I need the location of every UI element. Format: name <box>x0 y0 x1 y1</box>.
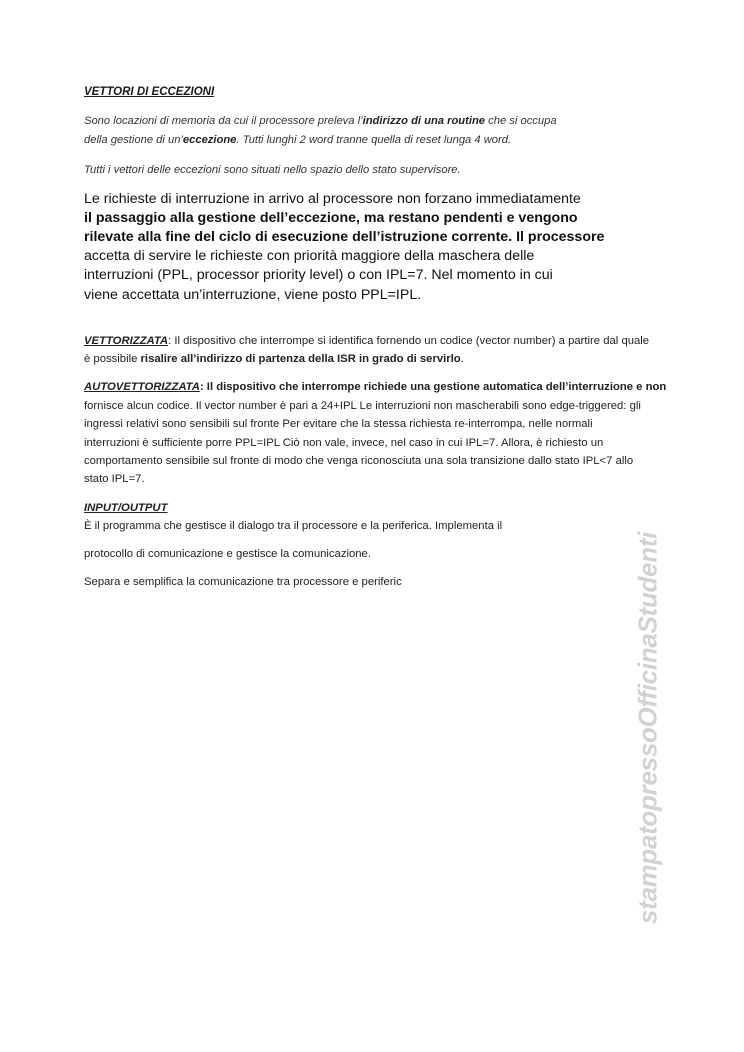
autovettorizzata-line-6: stato IPL=7. <box>84 473 145 485</box>
io-label: INPUT/OUTPUT <box>84 502 168 514</box>
text-span: . Tutti lunghi 2 word tranne quella di reset lunga 4 word. <box>236 134 512 146</box>
io-heading <box>84 502 167 514</box>
autovettorizzata-label: AUTOVETTORIZZATA <box>84 381 200 393</box>
emphasis-text: : Il dispositivo che interrompe richiede una gestione automatica dell’interruzione e non <box>199 381 667 393</box>
vettori-line-3: Tutti i vettori delle eccezioni sono situati nello spazio dello stato supervisore. <box>84 164 461 176</box>
vettori-line-1 <box>84 115 557 127</box>
autovettorizzata-line-3: ingressi relativi sono sensibili sul fronte Per evitare che la stessa richiesta re-interrompa, nelle normali <box>84 418 593 430</box>
io-line-1: È il programma che gestisce il dialogo tra il processore e la periferica. Implementa il <box>84 520 503 532</box>
io-line-2: protocollo di comunicazione e gestisce la comunicazione. <box>84 548 371 560</box>
io-line-3: Separa e semplifica la comunicazione tra processore e periferic <box>84 576 402 588</box>
section-title-vettori: VETTORI DI ECCEZIONI <box>84 86 215 98</box>
interrupts-line-6: viene accettata un’interruzione, viene posto PPL=IPL. <box>84 287 422 303</box>
autovettorizzata-line-5: comportamento sensibile sul fronte di modo che venga riconosciuta una sola transizione dallo stato IPL<7 allo <box>84 455 634 467</box>
text-span: che si occupa <box>485 115 557 127</box>
autovettorizzata-line-1 <box>84 381 666 393</box>
watermark-text: stampatopressoOfficinaStudenti <box>632 531 663 925</box>
interrupts-line-2: il passaggio alla gestione dell’eccezione, ma restano pendenti e vengono <box>84 210 578 226</box>
interrupts-line-1: Le richieste di interruzione in arrivo al processore non forzano immediatamente <box>84 191 581 207</box>
autovettorizzata-line-4: interruzioni è sufficiente porre PPL=IPL Ciò non vale, invece, nel caso in cui IPL=7. Allora, è richiesto un <box>84 437 604 449</box>
vettorizzata-line-2 <box>84 353 464 365</box>
text-span: . <box>460 353 464 365</box>
vettorizzata-label: VETTORIZZATA <box>84 335 169 347</box>
vettori-line-2 <box>84 134 511 146</box>
interrupts-line-5: interruzioni (PPL, processor priority level) o con IPL=7. Nel momento in cui <box>84 267 553 283</box>
text-span: è possibile <box>84 353 141 365</box>
interrupts-line-3: rilevate alla fine del ciclo di esecuzione dell’istruzione corrente. Il processore <box>84 229 605 245</box>
vettorizzata-line-1 <box>84 335 649 347</box>
text-span: : Il dispositivo che interrompe si identifica fornendo un codice (vector number) a partire dal quale <box>168 335 650 347</box>
emphasis-text: eccezione <box>182 134 237 146</box>
autovettorizzata-line-2: fornisce alcun codice. Il vector number è pari a 24+IPL Le interruzioni non mascherabili sono edge-triggered: gli <box>84 400 641 412</box>
text-span: Sono locazioni di memoria da cui il processore preleva l’ <box>84 115 363 127</box>
interrupts-line-4: accetta di servire le richieste con priorità maggiore della maschera delle <box>84 248 535 264</box>
text-span: della gestione di un’ <box>84 134 183 146</box>
emphasis-text: risalire all’indirizzo di partenza della ISR in grado di servirlo <box>140 353 461 365</box>
emphasis-text: indirizzo di una routine <box>362 115 486 127</box>
